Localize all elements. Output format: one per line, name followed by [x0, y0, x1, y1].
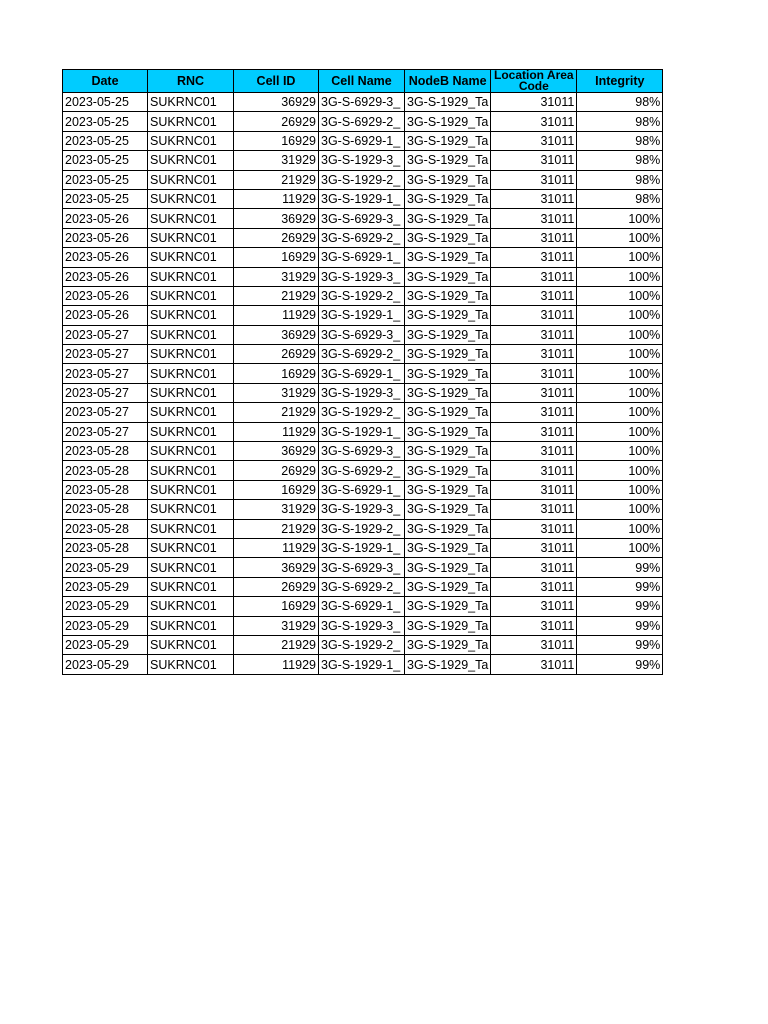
cell-date: 2023-05-26	[63, 286, 148, 305]
table-row	[63, 228, 663, 247]
cell-lac: 31011	[491, 112, 577, 131]
cell-cell-name: 3G-S-6929-1_	[319, 597, 405, 616]
cell-date: 2023-05-27	[63, 364, 148, 383]
header-date: Date	[63, 70, 148, 93]
cell-cell-name: 3G-S-1929-1_	[319, 538, 405, 557]
table-row	[63, 306, 663, 325]
cell-cell-name: 3G-S-1929-2_	[319, 286, 405, 305]
cell-date: 2023-05-28	[63, 480, 148, 499]
table-row	[63, 616, 663, 635]
cell-lac: 31011	[491, 442, 577, 461]
cell-cell-id: 26929	[234, 112, 319, 131]
cell-integrity: 100%	[577, 306, 663, 325]
cell-date: 2023-05-27	[63, 325, 148, 344]
cell-date: 2023-05-29	[63, 655, 148, 674]
cell-cell-id: 21929	[234, 403, 319, 422]
cell-lac: 31011	[491, 209, 577, 228]
cell-lac: 31011	[491, 500, 577, 519]
cell-date: 2023-05-28	[63, 519, 148, 538]
table-row	[63, 422, 663, 441]
table-row	[63, 597, 663, 616]
cell-rnc: SUKRNC01	[148, 558, 234, 577]
cell-nodeb-name: 3G-S-1929_Ta	[405, 500, 491, 519]
cell-cell-name: 3G-S-6929-2_	[319, 345, 405, 364]
header-integrity: Integrity	[577, 70, 663, 93]
cell-date: 2023-05-29	[63, 558, 148, 577]
cell-integrity: 99%	[577, 577, 663, 596]
cell-nodeb-name: 3G-S-1929_Ta	[405, 345, 491, 364]
cell-nodeb-name: 3G-S-1929_Ta	[405, 93, 491, 112]
cell-rnc: SUKRNC01	[148, 209, 234, 228]
cell-date: 2023-05-25	[63, 170, 148, 189]
cell-lac: 31011	[491, 558, 577, 577]
cell-cell-id: 16929	[234, 597, 319, 616]
cell-nodeb-name: 3G-S-1929_Ta	[405, 131, 491, 150]
header-location-area-code: Location Area Code	[491, 70, 577, 93]
cell-rnc: SUKRNC01	[148, 655, 234, 674]
table-row	[63, 577, 663, 596]
cell-cell-id: 26929	[234, 577, 319, 596]
table-row	[63, 286, 663, 305]
header-row	[63, 70, 663, 93]
table-row	[63, 93, 663, 112]
cell-rnc: SUKRNC01	[148, 189, 234, 208]
cell-rnc: SUKRNC01	[148, 248, 234, 267]
cell-date: 2023-05-25	[63, 131, 148, 150]
integrity-table	[62, 69, 663, 675]
cell-cell-id: 26929	[234, 345, 319, 364]
cell-rnc: SUKRNC01	[148, 112, 234, 131]
cell-rnc: SUKRNC01	[148, 577, 234, 596]
cell-nodeb-name: 3G-S-1929_Ta	[405, 151, 491, 170]
cell-cell-name: 3G-S-6929-2_	[319, 228, 405, 247]
cell-rnc: SUKRNC01	[148, 306, 234, 325]
table-row	[63, 345, 663, 364]
cell-lac: 31011	[491, 325, 577, 344]
table-row	[63, 655, 663, 674]
cell-rnc: SUKRNC01	[148, 286, 234, 305]
cell-cell-name: 3G-S-6929-3_	[319, 209, 405, 228]
cell-lac: 31011	[491, 151, 577, 170]
cell-lac: 31011	[491, 189, 577, 208]
cell-nodeb-name: 3G-S-1929_Ta	[405, 403, 491, 422]
cell-rnc: SUKRNC01	[148, 442, 234, 461]
cell-lac: 31011	[491, 422, 577, 441]
cell-cell-id: 16929	[234, 131, 319, 150]
table-row	[63, 558, 663, 577]
cell-lac: 31011	[491, 364, 577, 383]
table-row	[63, 170, 663, 189]
cell-rnc: SUKRNC01	[148, 616, 234, 635]
cell-rnc: SUKRNC01	[148, 538, 234, 557]
cell-cell-id: 31929	[234, 151, 319, 170]
cell-date: 2023-05-29	[63, 577, 148, 596]
header-cell-name: Cell Name	[319, 70, 405, 93]
cell-lac: 31011	[491, 616, 577, 635]
cell-date: 2023-05-29	[63, 597, 148, 616]
cell-cell-name: 3G-S-6929-2_	[319, 577, 405, 596]
cell-nodeb-name: 3G-S-1929_Ta	[405, 558, 491, 577]
cell-date: 2023-05-25	[63, 93, 148, 112]
cell-date: 2023-05-26	[63, 248, 148, 267]
cell-nodeb-name: 3G-S-1929_Ta	[405, 655, 491, 674]
cell-lac: 31011	[491, 403, 577, 422]
cell-integrity: 99%	[577, 616, 663, 635]
cell-cell-id: 11929	[234, 538, 319, 557]
cell-date: 2023-05-25	[63, 112, 148, 131]
cell-lac: 31011	[491, 267, 577, 286]
cell-integrity: 100%	[577, 209, 663, 228]
cell-date: 2023-05-28	[63, 500, 148, 519]
cell-cell-id: 16929	[234, 364, 319, 383]
cell-cell-name: 3G-S-6929-2_	[319, 112, 405, 131]
cell-lac: 31011	[491, 248, 577, 267]
cell-cell-id: 11929	[234, 306, 319, 325]
cell-rnc: SUKRNC01	[148, 403, 234, 422]
cell-integrity: 98%	[577, 170, 663, 189]
cell-integrity: 98%	[577, 131, 663, 150]
cell-lac: 31011	[491, 93, 577, 112]
table-row	[63, 538, 663, 557]
cell-integrity: 100%	[577, 422, 663, 441]
cell-nodeb-name: 3G-S-1929_Ta	[405, 577, 491, 596]
header-cell-id: Cell ID	[234, 70, 319, 93]
cell-date: 2023-05-26	[63, 306, 148, 325]
cell-lac: 31011	[491, 306, 577, 325]
cell-cell-name: 3G-S-6929-1_	[319, 364, 405, 383]
cell-integrity: 100%	[577, 383, 663, 402]
cell-integrity: 99%	[577, 597, 663, 616]
table-row	[63, 112, 663, 131]
cell-cell-id: 21929	[234, 286, 319, 305]
cell-nodeb-name: 3G-S-1929_Ta	[405, 112, 491, 131]
cell-rnc: SUKRNC01	[148, 364, 234, 383]
cell-cell-name: 3G-S-1929-2_	[319, 403, 405, 422]
cell-nodeb-name: 3G-S-1929_Ta	[405, 442, 491, 461]
cell-nodeb-name: 3G-S-1929_Ta	[405, 519, 491, 538]
cell-integrity: 100%	[577, 519, 663, 538]
cell-date: 2023-05-28	[63, 442, 148, 461]
cell-rnc: SUKRNC01	[148, 519, 234, 538]
cell-cell-name: 3G-S-6929-3_	[319, 442, 405, 461]
cell-integrity: 100%	[577, 248, 663, 267]
cell-date: 2023-05-25	[63, 151, 148, 170]
cell-lac: 31011	[491, 345, 577, 364]
table-row	[63, 500, 663, 519]
cell-cell-id: 31929	[234, 500, 319, 519]
table-row	[63, 403, 663, 422]
cell-nodeb-name: 3G-S-1929_Ta	[405, 364, 491, 383]
cell-integrity: 99%	[577, 655, 663, 674]
table-row	[63, 364, 663, 383]
table-body	[63, 93, 663, 675]
cell-date: 2023-05-28	[63, 538, 148, 557]
cell-nodeb-name: 3G-S-1929_Ta	[405, 383, 491, 402]
cell-cell-name: 3G-S-6929-3_	[319, 93, 405, 112]
cell-nodeb-name: 3G-S-1929_Ta	[405, 248, 491, 267]
cell-rnc: SUKRNC01	[148, 597, 234, 616]
cell-cell-id: 36929	[234, 442, 319, 461]
cell-cell-name: 3G-S-6929-1_	[319, 480, 405, 499]
cell-cell-id: 16929	[234, 248, 319, 267]
header-nodeb-name: NodeB Name	[405, 70, 491, 93]
cell-integrity: 100%	[577, 403, 663, 422]
cell-cell-name: 3G-S-1929-1_	[319, 422, 405, 441]
cell-cell-id: 21929	[234, 519, 319, 538]
cell-cell-name: 3G-S-6929-1_	[319, 131, 405, 150]
header-rnc: RNC	[148, 70, 234, 93]
cell-nodeb-name: 3G-S-1929_Ta	[405, 228, 491, 247]
cell-lac: 31011	[491, 519, 577, 538]
cell-nodeb-name: 3G-S-1929_Ta	[405, 480, 491, 499]
cell-cell-name: 3G-S-1929-2_	[319, 170, 405, 189]
cell-integrity: 99%	[577, 558, 663, 577]
cell-cell-name: 3G-S-1929-3_	[319, 616, 405, 635]
cell-cell-id: 36929	[234, 93, 319, 112]
cell-cell-name: 3G-S-6929-3_	[319, 325, 405, 344]
cell-cell-id: 21929	[234, 170, 319, 189]
cell-integrity: 98%	[577, 112, 663, 131]
cell-lac: 31011	[491, 577, 577, 596]
cell-lac: 31011	[491, 635, 577, 654]
cell-date: 2023-05-27	[63, 345, 148, 364]
cell-integrity: 98%	[577, 189, 663, 208]
cell-cell-id: 36929	[234, 209, 319, 228]
cell-cell-name: 3G-S-1929-3_	[319, 151, 405, 170]
table-row	[63, 635, 663, 654]
cell-cell-id: 36929	[234, 558, 319, 577]
cell-cell-id: 36929	[234, 325, 319, 344]
cell-rnc: SUKRNC01	[148, 170, 234, 189]
cell-cell-name: 3G-S-1929-2_	[319, 519, 405, 538]
cell-cell-name: 3G-S-6929-2_	[319, 461, 405, 480]
cell-nodeb-name: 3G-S-1929_Ta	[405, 635, 491, 654]
cell-rnc: SUKRNC01	[148, 480, 234, 499]
cell-nodeb-name: 3G-S-1929_Ta	[405, 286, 491, 305]
cell-nodeb-name: 3G-S-1929_Ta	[405, 209, 491, 228]
cell-rnc: SUKRNC01	[148, 500, 234, 519]
cell-rnc: SUKRNC01	[148, 267, 234, 286]
cell-rnc: SUKRNC01	[148, 422, 234, 441]
cell-rnc: SUKRNC01	[148, 93, 234, 112]
cell-nodeb-name: 3G-S-1929_Ta	[405, 461, 491, 480]
table-row	[63, 151, 663, 170]
cell-rnc: SUKRNC01	[148, 228, 234, 247]
table-row	[63, 383, 663, 402]
table-row	[63, 209, 663, 228]
table-row	[63, 267, 663, 286]
cell-cell-id: 31929	[234, 267, 319, 286]
cell-nodeb-name: 3G-S-1929_Ta	[405, 538, 491, 557]
cell-integrity: 100%	[577, 345, 663, 364]
cell-lac: 31011	[491, 538, 577, 557]
cell-integrity: 100%	[577, 228, 663, 247]
cell-cell-name: 3G-S-6929-1_	[319, 248, 405, 267]
cell-rnc: SUKRNC01	[148, 345, 234, 364]
table-row	[63, 325, 663, 344]
cell-rnc: SUKRNC01	[148, 461, 234, 480]
table-row	[63, 461, 663, 480]
cell-date: 2023-05-29	[63, 635, 148, 654]
cell-nodeb-name: 3G-S-1929_Ta	[405, 267, 491, 286]
cell-cell-id: 21929	[234, 635, 319, 654]
cell-integrity: 100%	[577, 286, 663, 305]
cell-cell-name: 3G-S-1929-3_	[319, 500, 405, 519]
cell-rnc: SUKRNC01	[148, 151, 234, 170]
cell-lac: 31011	[491, 480, 577, 499]
cell-rnc: SUKRNC01	[148, 635, 234, 654]
cell-nodeb-name: 3G-S-1929_Ta	[405, 422, 491, 441]
cell-integrity: 100%	[577, 267, 663, 286]
cell-cell-id: 11929	[234, 422, 319, 441]
cell-cell-id: 11929	[234, 655, 319, 674]
cell-lac: 31011	[491, 655, 577, 674]
cell-integrity: 100%	[577, 500, 663, 519]
cell-date: 2023-05-26	[63, 267, 148, 286]
cell-date: 2023-05-27	[63, 422, 148, 441]
cell-integrity: 99%	[577, 635, 663, 654]
cell-lac: 31011	[491, 597, 577, 616]
cell-lac: 31011	[491, 461, 577, 480]
table-row	[63, 519, 663, 538]
cell-cell-id: 26929	[234, 228, 319, 247]
cell-cell-name: 3G-S-1929-2_	[319, 635, 405, 654]
cell-cell-id: 31929	[234, 616, 319, 635]
cell-cell-name: 3G-S-1929-1_	[319, 189, 405, 208]
table-row	[63, 131, 663, 150]
cell-cell-name: 3G-S-1929-3_	[319, 267, 405, 286]
cell-nodeb-name: 3G-S-1929_Ta	[405, 597, 491, 616]
cell-integrity: 98%	[577, 151, 663, 170]
cell-date: 2023-05-27	[63, 403, 148, 422]
table-row	[63, 442, 663, 461]
cell-nodeb-name: 3G-S-1929_Ta	[405, 306, 491, 325]
cell-cell-name: 3G-S-1929-3_	[319, 383, 405, 402]
cell-integrity: 100%	[577, 364, 663, 383]
cell-cell-id: 16929	[234, 480, 319, 499]
cell-date: 2023-05-29	[63, 616, 148, 635]
cell-integrity: 100%	[577, 325, 663, 344]
cell-date: 2023-05-25	[63, 189, 148, 208]
cell-rnc: SUKRNC01	[148, 383, 234, 402]
cell-date: 2023-05-27	[63, 383, 148, 402]
cell-rnc: SUKRNC01	[148, 325, 234, 344]
cell-lac: 31011	[491, 170, 577, 189]
cell-integrity: 98%	[577, 93, 663, 112]
cell-nodeb-name: 3G-S-1929_Ta	[405, 616, 491, 635]
cell-lac: 31011	[491, 131, 577, 150]
cell-nodeb-name: 3G-S-1929_Ta	[405, 170, 491, 189]
cell-cell-name: 3G-S-1929-1_	[319, 306, 405, 325]
table-row	[63, 248, 663, 267]
cell-lac: 31011	[491, 383, 577, 402]
cell-cell-id: 11929	[234, 189, 319, 208]
cell-rnc: SUKRNC01	[148, 131, 234, 150]
cell-integrity: 100%	[577, 461, 663, 480]
cell-cell-id: 31929	[234, 383, 319, 402]
cell-nodeb-name: 3G-S-1929_Ta	[405, 325, 491, 344]
cell-date: 2023-05-26	[63, 228, 148, 247]
cell-integrity: 100%	[577, 538, 663, 557]
table-row	[63, 480, 663, 499]
cell-integrity: 100%	[577, 480, 663, 499]
cell-cell-name: 3G-S-6929-3_	[319, 558, 405, 577]
spreadsheet-page	[62, 69, 663, 675]
cell-lac: 31011	[491, 286, 577, 305]
cell-cell-id: 26929	[234, 461, 319, 480]
cell-lac: 31011	[491, 228, 577, 247]
cell-nodeb-name: 3G-S-1929_Ta	[405, 189, 491, 208]
cell-cell-name: 3G-S-1929-1_	[319, 655, 405, 674]
cell-date: 2023-05-26	[63, 209, 148, 228]
cell-integrity: 100%	[577, 442, 663, 461]
table-row	[63, 189, 663, 208]
cell-date: 2023-05-28	[63, 461, 148, 480]
